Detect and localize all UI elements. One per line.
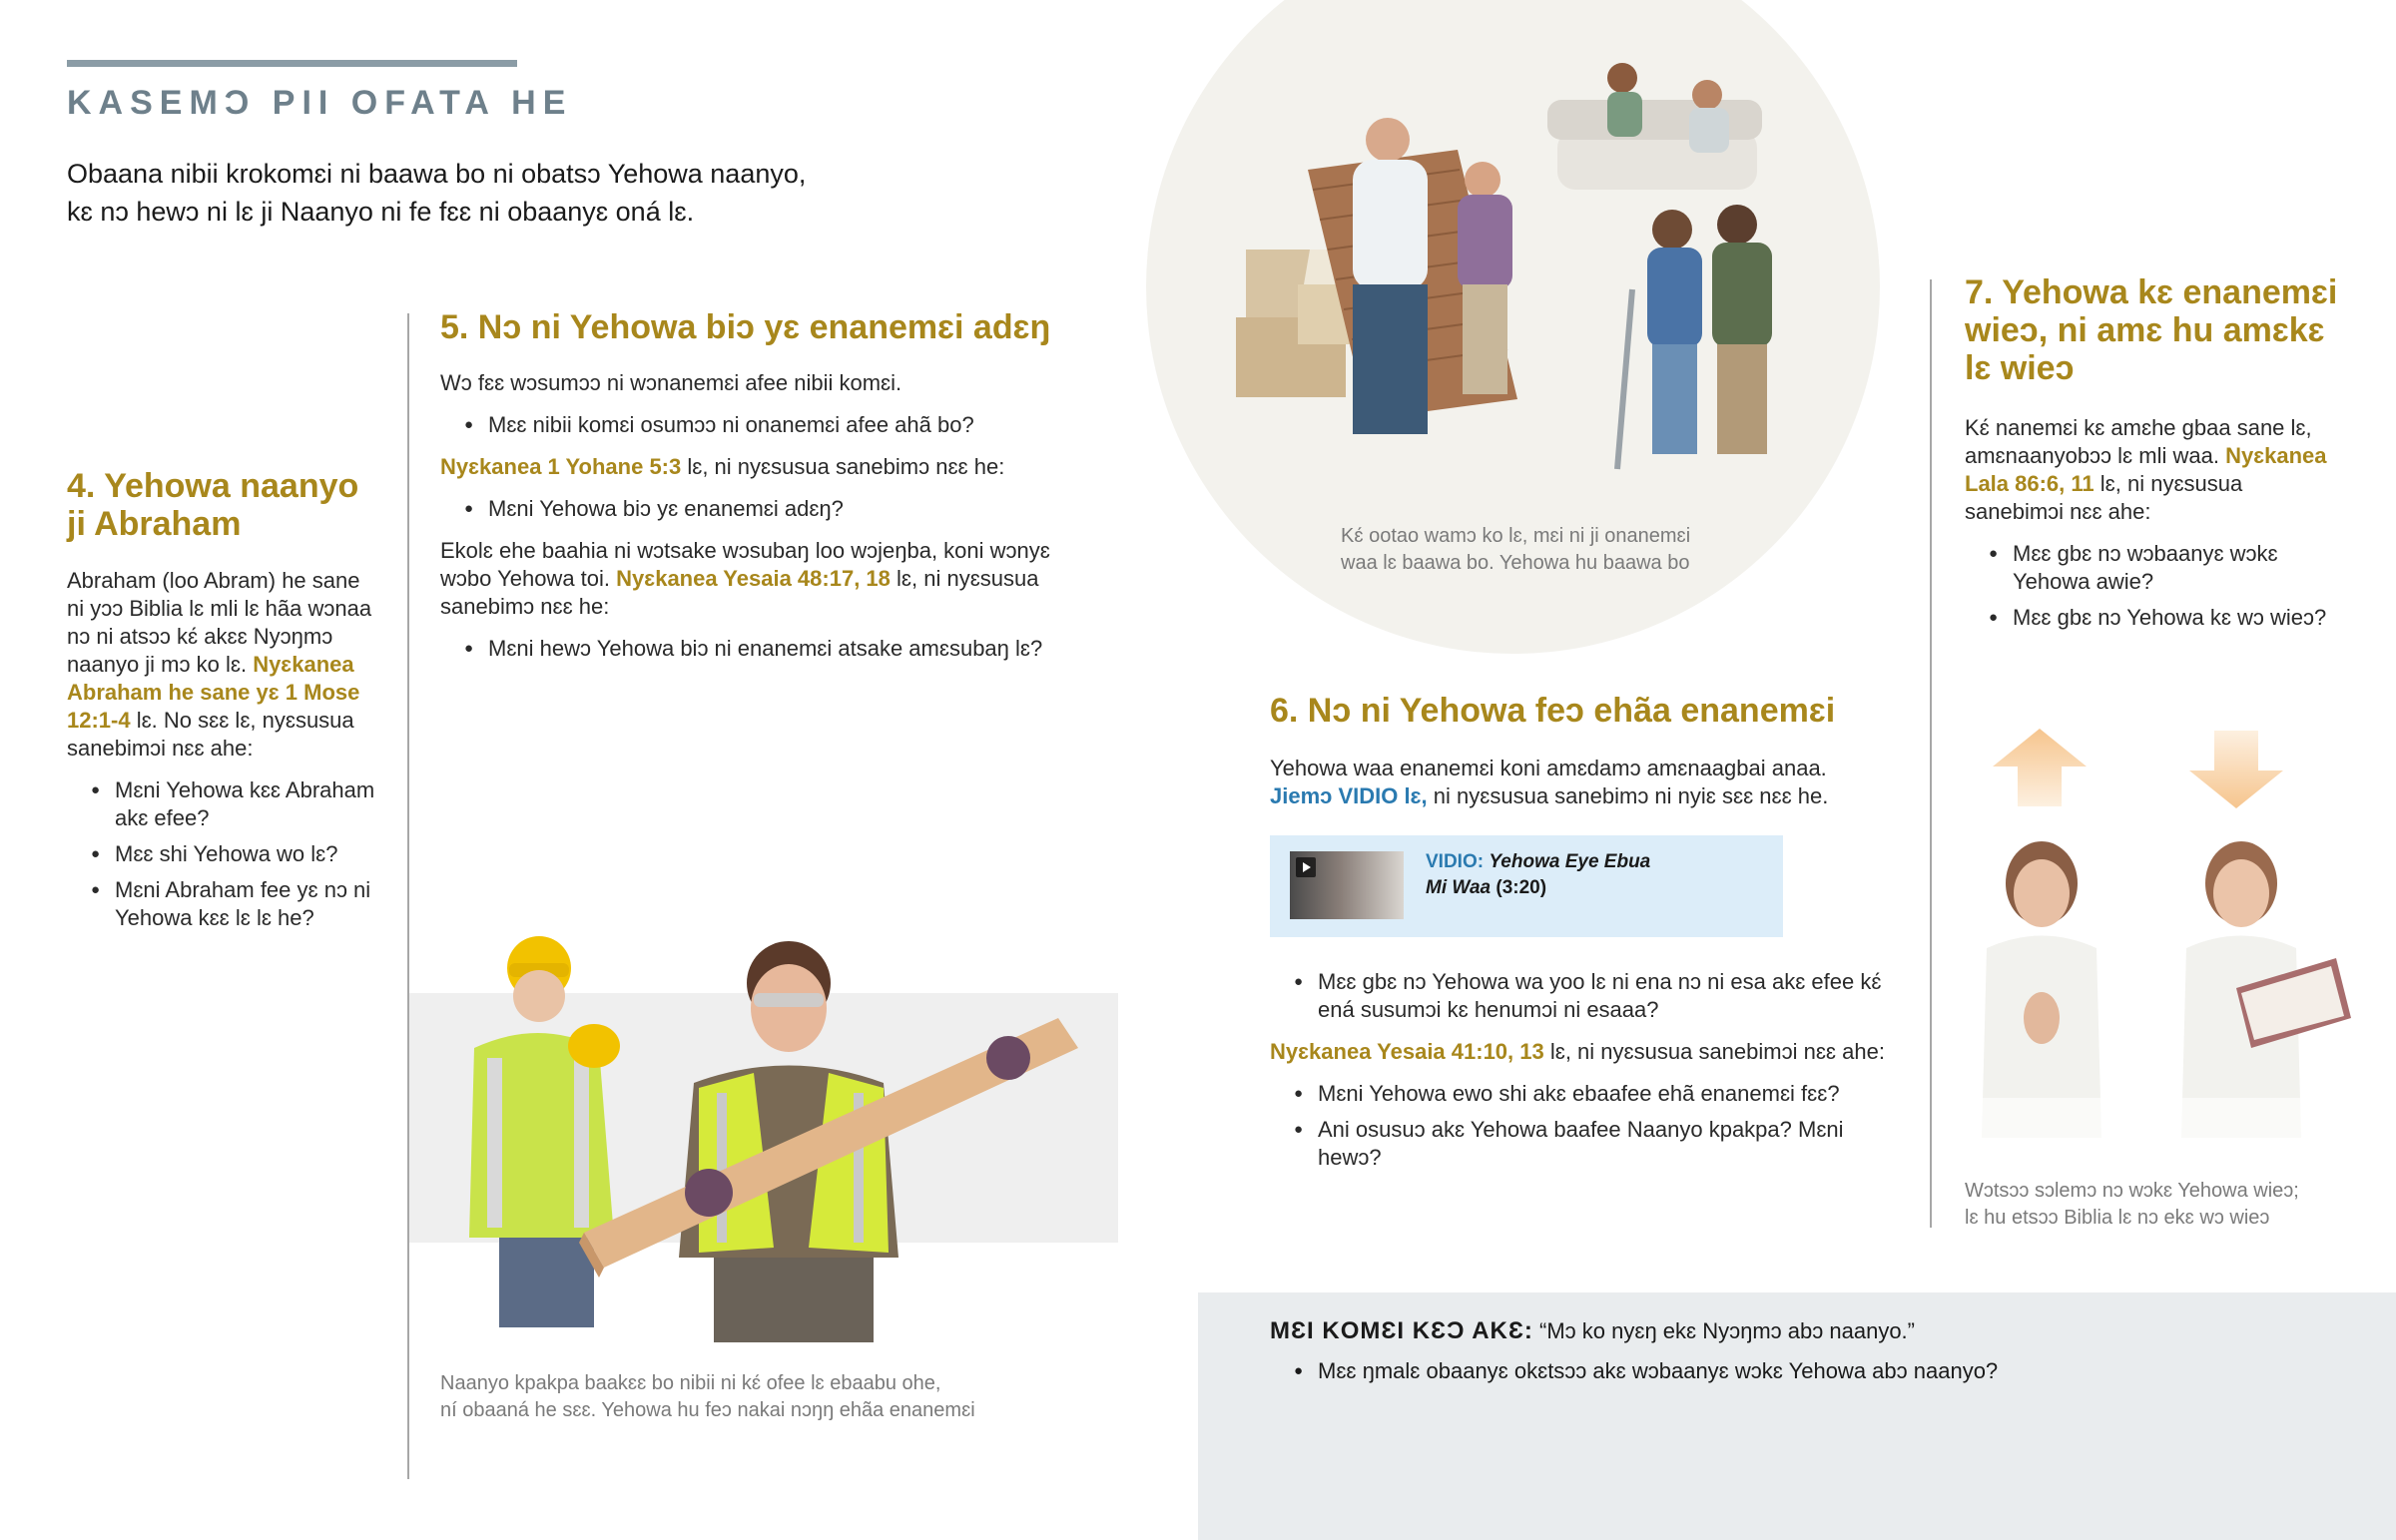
caption-line: Kɛ́ ootao wamɔ ko lɛ, mɛi ni ji onanemɛi [1341, 525, 1691, 547]
intro-line: kɛ nɔ hewɔ ni lɛ ji Naanyo ni fe fɛɛ ni obaanyɛ oná lɛ. [67, 197, 695, 227]
section-6-intro [1270, 755, 1929, 824]
column-divider [1930, 279, 1932, 1228]
section-4-body [67, 567, 381, 946]
section-5-paragraph: Nyɛkanea 1 Yohane 5:3 lɛ, ni nyɛsusua sanebimɔ nɛɛ he: [440, 454, 1005, 479]
video-duration: (3:20) [1496, 877, 1547, 898]
section-6-paragraph: Jiemɔ VIDIO lɛ, ni nyɛsusua sanebimɔ ni nyiɛ sɛɛ nɛɛ he. [1270, 783, 1829, 808]
question-item: ● Mɛɛ shi Yehowa wo lɛ? [67, 840, 381, 868]
question-item: ● Mɛɛ ŋmalɛ obaanyɛ okɛtsɔɔ akɛ wɔbaanyɛ wɔkɛ Yehowa abɔ naanyo? [1270, 1356, 2368, 1386]
friends-helping-illustration [1228, 60, 1847, 489]
scripture-link[interactable]: Nyɛkanea Yesaia 41:10, 13 [1270, 1039, 1544, 1064]
video-label: VIDIO: [1426, 851, 1485, 872]
heading-line: 7. Yehowa kɛ enanemɛi [1965, 273, 2338, 311]
construction-workers-illustration [409, 908, 1118, 1347]
heading-line: ji Abraham [67, 505, 242, 543]
question-item: ● Mɛɛ nibii komɛi osumɔɔ ni onanemɛi afee ahã bo? [440, 411, 1099, 439]
heading-line: lɛ wieɔ [1965, 349, 2075, 387]
question-item: ● Mɛni Yehowa ewo shi akɛ ebaafee ehã enanemɛi fɛɛ? [1270, 1080, 1909, 1108]
scripture-link[interactable]: Nyɛkanea Lala 86:6, 11 [1965, 443, 2327, 496]
question-item: ● Mɛni hewɔ Yehowa biɔ ni enanemɛi atsake amɛsubaŋ lɛ? [440, 635, 1099, 663]
scripture-link[interactable]: Nyɛkanea 1 Yohane 5:3 [440, 454, 682, 479]
question-item: ● Mɛɛ gbɛ nɔ wɔbaanyɛ wɔkɛ Yehowa awie? [1965, 540, 2334, 596]
arrow-down-icon [2189, 731, 2283, 808]
question-list [1270, 1356, 2368, 1386]
section-7-caption [1965, 1178, 2384, 1232]
section-4-paragraph: Abraham (loo Abram) he sane ni yɔɔ Biblia lɛ mli lɛ hãa wɔnaa nɔ ni atsɔɔ kɛ́ akɛɛ Nyɔŋmɔ naanyo ji mɔ ko lɛ. Nyɛkanea Abraham he sane yɛ 1 Mose 12:1-4 lɛ. No sɛɛ lɛ, nyɛsusua sanebimɔi nɛɛ ahe: [67, 568, 372, 761]
section-7-paragraph: Kɛ́ nanemɛi kɛ amɛhe gbaa sane lɛ, amɛnaanyobɔɔ lɛ mli waa. Nyɛkanea Lala 86:6, 11 lɛ, ni nyɛsusua sanebimɔi nɛɛ ahe: [1965, 415, 2327, 524]
summary-box [1198, 1292, 2396, 1540]
heading-line: 4. Yehowa naanyo [67, 467, 359, 505]
intro-text [67, 155, 866, 231]
question-item: ● Ani osusuɔ akɛ Yehowa baafee Naanyo kpakpa? Mɛni hewɔ? [1270, 1116, 1909, 1172]
video-link[interactable]: Jiemɔ VIDIO lɛ, [1270, 783, 1428, 808]
caption-line: waa lɛ baawa bo. Yehowa hu baawa bo [1341, 552, 1690, 574]
question-item: ● Mɛɛ gbɛ nɔ Yehowa kɛ wɔ wieɔ? [1965, 604, 2334, 632]
prayer-bible-illustration [1957, 719, 2376, 1148]
section-5-heading: 5. Nɔ ni Yehowa biɔ yɛ enanemɛi adɛŋ [440, 308, 1051, 346]
question-item: ● Mɛni Abraham fee yɛ nɔ ni Yehowa kɛɛ lɛ lɛ he? [67, 876, 381, 932]
question-item: ● Mɛɛ gbɛ nɔ Yehowa wa yoo lɛ ni ena nɔ ni esa akɛ efee kɛ́ ená susumɔi kɛ henumɔi ni esaaa? [1270, 968, 1909, 1024]
video-card[interactable] [1270, 835, 1783, 937]
section-4-heading [67, 467, 396, 543]
caption-line: ní obaaná he sɛɛ. Yehowa hu feɔ nakai nɔŋŋ ehãa enanemɛi [440, 1399, 975, 1421]
video-title: Mi Waa [1426, 877, 1492, 898]
question-list [67, 776, 381, 932]
video-info [1426, 849, 1650, 901]
section-5-paragraph: Ekolɛ ehe baahia ni wɔtsake wɔsubaŋ loo wɔjeŋba, koni wɔnyɛ wɔbo Yehowa toi. Nyɛkanea Yesaia 48:17, 18 lɛ, ni nyɛsusua sanebimɔ nɛɛ he: [440, 538, 1050, 619]
intro-line: Obaana nibii krokomɛi ni baawa bo ni obatsɔ Yehowa naanyo, [67, 159, 807, 189]
section-6-paragraph: Nyɛkanea Yesaia 41:10, 13 lɛ, ni nyɛsusua sanebimɔi nɛɛ ahe: [1270, 1039, 1885, 1064]
section-6-heading: 6. Nɔ ni Yehowa feɔ ehãa enanemɛi [1270, 692, 1836, 730]
section-7-heading [1965, 273, 2384, 387]
summary-content [1270, 1316, 2368, 1386]
question-item: ● Mɛni Yehowa biɔ yɛ enanemɛi adɛŋ? [440, 495, 1099, 523]
video-title: Yehowa Eye Ebua [1489, 851, 1651, 872]
section-6-body [1270, 968, 1909, 1186]
header-bar [67, 60, 517, 67]
question-list [440, 411, 1099, 439]
question-list [1965, 540, 2334, 632]
question-item: ● Mɛni Yehowa kɛɛ Abraham akɛ efee? [67, 776, 381, 832]
arrow-up-icon [1993, 729, 2087, 806]
section-5-body [440, 369, 1099, 677]
section-5-paragraph: Wɔ fɛɛ wɔsumɔɔ ni wɔnanemɛi afee nibii komɛi. [440, 370, 902, 395]
lesson-part-title: KASEMƆ PII OFATA HE [67, 84, 573, 122]
section-7-body [1965, 414, 2334, 646]
summary-quote: “Mɔ ko nyɛŋ ekɛ Nyɔŋmɔ abɔ naanyo.” [1532, 1318, 1915, 1343]
heading-line: wieɔ, ni amɛ hu amɛkɛ [1965, 311, 2325, 349]
section-5-caption [440, 1370, 1139, 1424]
section-6-paragraph: Yehowa waa enanemɛi koni amɛdamɔ amɛnaagbai anaa. [1270, 756, 1827, 780]
question-list [440, 495, 1099, 523]
summary-label: MƐI KOMƐI KƐƆ AKƐ: [1270, 1317, 1533, 1344]
question-list [440, 635, 1099, 663]
video-thumbnail[interactable] [1290, 851, 1404, 919]
caption-line: Naanyo kpakpa baakɛɛ bo nibii ni kɛ́ ofee lɛ ebaabu ohe, [440, 1372, 941, 1394]
scripture-link[interactable]: Nyɛkanea Yesaia 48:17, 18 [616, 566, 891, 591]
question-list [1270, 1080, 1909, 1172]
circle-caption [1341, 523, 1860, 577]
question-list [1270, 968, 1909, 1024]
scripture-link[interactable]: Nyɛkanea Abraham he sane yɛ 1 Mose 12:1-4 [67, 652, 360, 733]
caption-line: lɛ hu etsɔɔ Biblia lɛ nɔ ekɛ wɔ wieɔ [1965, 1207, 2270, 1229]
caption-line: Wɔtsɔɔ sɔlemɔ nɔ wɔkɛ Yehowa wieɔ; [1965, 1180, 2299, 1202]
play-icon[interactable] [1296, 857, 1316, 877]
